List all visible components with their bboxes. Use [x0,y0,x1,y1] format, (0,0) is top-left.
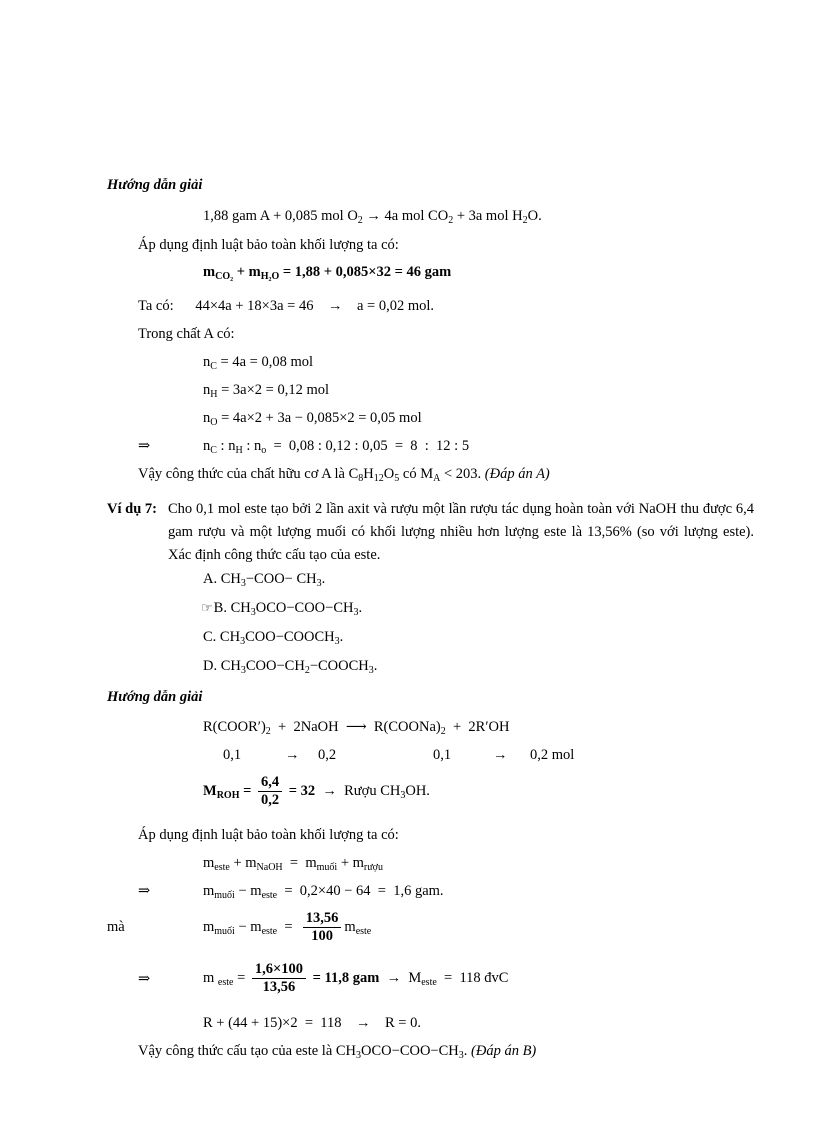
saponification-equation: $R(COOR')_2$ + 2NaOH ⟶ $R(COONa)_2 + 2R'OH$ [203,719,510,737]
mole-ratio: $n_C$ : $n_H$ : $n_o = 0,08$ : 0,12 : 0,05 = 8 : 12 : 5 [203,438,470,456]
implies-arrow: ⇒ [138,438,151,454]
implies-arrow: ⇒ [138,971,151,987]
mass-difference: $m_{muối} - m_{este} = 0,2\times 40 - 64 = 1,6$ gam. [203,883,444,901]
answer-label: (Đáp án B) [471,1043,537,1059]
mole-row: 0,2 mol [530,747,575,763]
solve-a-line: Ta có: 44×4a + 18×3a = 46 → a = 0,02 mol. [138,298,434,314]
ester-mass: m $_{este}$ = $\frac{1,6\times 100}{13,56}$ = 11,8 gam → $M_{este} = 118$ đvC [203,961,509,996]
mole-row: 0,1 [223,747,242,763]
fraction: $\frac{1,6\times 100}{13,56}$ [252,961,306,996]
fraction: $\frac{6,4}{0,2}$ [258,774,282,809]
conclusion-line: Vậy công thức cấu tạo của este là $CH_3OCO-COO-CH_3$. (Đáp án B) [138,1043,537,1061]
carbon-moles: $n_C = 4a = 0,08$ mol [203,354,314,372]
example-question: Cho 0,1 mol este tạo bởi 2 lần axit và rượu một lần rượu tác dụng hoàn toàn với NaOH thu được 6,4 gam rượu và một lượng muối có khối lượng nhiều hơn lượng este là 13,56% (so với lượng este). Xác định công thức cấu tạo của este. [168,501,754,563]
alcohol-molar-mass: $M_{ROH}$ = $\frac{6,4}{0,2}$ = 32 → Rượu $CH_3OH$. [203,774,430,809]
in-compound-a-line: Trong chất A có: [138,326,235,342]
mass-balance-equation: $m_{este} + m_{NaOH} = m_{muối} + m_{rượu}$ [203,855,383,873]
mass-balance-equation: $m_{CO_2} + m_{H_2O} = 1,88 + 0,085\times 32 = 46$ gam [203,264,452,282]
solve-r-line: R + (44 + 15)×2 = 118 → R = 0. [203,1015,421,1031]
pointing-hand-icon: ☞ [201,600,213,615]
solution-heading: Hướng dẫn giải [107,177,203,193]
option-d: D. $CH_3COO-CH_2-COOCH_3$. [203,658,378,676]
mass-difference-ratio: $m_{muối} - m_{este}$ = $\frac{13,56}{100}$ $m_{este}$ [203,910,372,945]
answer-label: (Đáp án A) [484,466,550,482]
option-a: A. $CH_3-COO- CH_3$. [203,571,326,589]
hydrogen-moles: $n_H = 3a\times 2 = 0,12$ mol [203,382,330,400]
mass-conservation-line: Áp dụng định luật bảo toàn khối lượng ta có: [138,237,399,253]
fraction: $\frac{13,56}{100}$ [303,910,342,945]
option-c: C. $CH_3COO-COOCH_3$. [203,629,344,647]
mass-conservation-line: Áp dụng định luật bảo toàn khối lượng ta có: [138,827,399,843]
arrow: → [285,747,300,763]
implies-arrow: ⇒ [138,883,151,899]
solution-heading: Hướng dẫn giải [107,689,203,705]
option-b: ☞B. $CH_3OCO-COO-CH_3$. [201,600,363,618]
reaction-equation: 1,88 gam A + 0,085 mol $O_2 \to 4a$ mol $CO_2 + 3a$ mol $H_2O$. [203,208,542,226]
mole-row: 0,1 [433,747,452,763]
arrow: → [493,747,508,763]
conclusion-line: Vậy công thức của chất hữu cơ A là $C_8H_{12}O_5$ có $M_A < 203$. (Đáp án A) [138,466,550,484]
whereas-word: mà [107,919,125,935]
oxygen-moles: $n_O = 4a\times 2 + 3a - 0,085\times 2 = 0,05$ mol [203,410,422,428]
mole-row: 0,2 [318,747,337,763]
example-label: Ví dụ 7: [107,501,157,517]
